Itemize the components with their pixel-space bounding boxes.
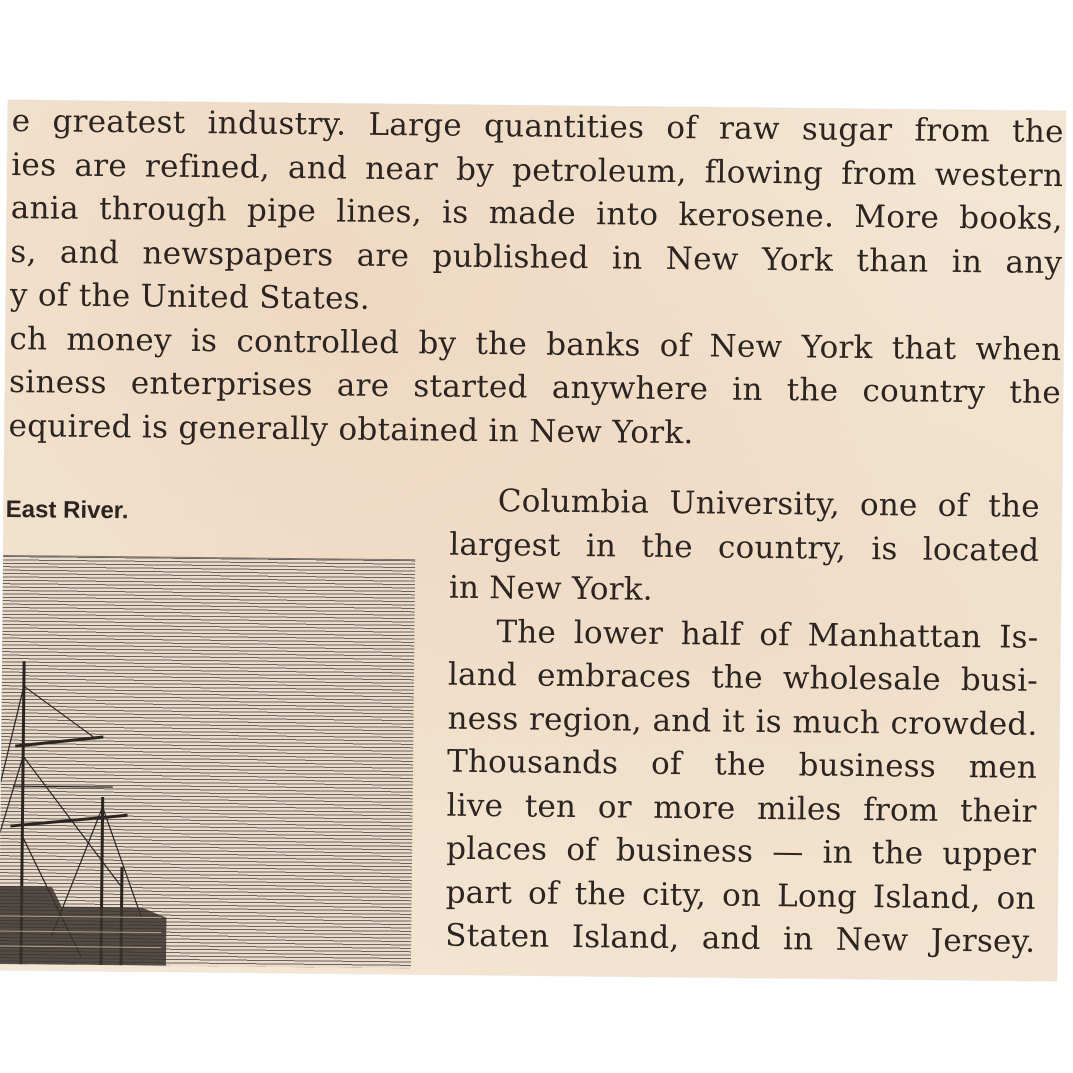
text-line: Staten Island, and in New Jersey. xyxy=(445,917,1036,960)
text-line: in New York. xyxy=(448,569,653,608)
text-line: places of business — in the upper xyxy=(445,830,1037,873)
ship-engraving-illustration xyxy=(0,555,415,968)
text-line: y of the United States. xyxy=(9,277,371,317)
right-column-text xyxy=(445,480,1040,965)
text-line: live ten or more miles from their xyxy=(446,787,1037,830)
text-line: equired is generally obtained in New York. xyxy=(8,407,694,451)
text-line: ness region, and it is much crowded. xyxy=(447,700,1038,743)
text-line: ch money is controlled by the banks of New York that when xyxy=(9,320,1062,368)
text-line: part of the city, on Long Island, on xyxy=(445,874,1036,917)
text-line: Columbia University, one of the xyxy=(497,483,1040,525)
text-line: Thousands of the business men xyxy=(446,743,1038,786)
text-line: ania through pipe lines, is made into kerosene. More books, xyxy=(10,190,1063,238)
newspaper-clipping xyxy=(0,100,1066,981)
text-line: siness enterprises are started anywhere in the country the xyxy=(8,364,1062,412)
text-line: s, and newspapers are published in New York than in any xyxy=(10,233,1063,281)
ship-masts-drawing xyxy=(0,556,415,968)
figure-caption: East River. xyxy=(5,495,129,525)
text-line: land embraces the wholesale busi- xyxy=(447,656,1039,699)
text-line: largest in the country, is located xyxy=(449,526,1040,569)
text-line: ies are refined, and near by petroleum, flowing from western xyxy=(11,146,1064,194)
text-line: The lower half of Manhattan Is- xyxy=(496,613,1039,656)
text-line: e greatest industry. Large quantities of raw sugar from the xyxy=(11,103,1064,151)
top-text-block xyxy=(8,100,1064,459)
